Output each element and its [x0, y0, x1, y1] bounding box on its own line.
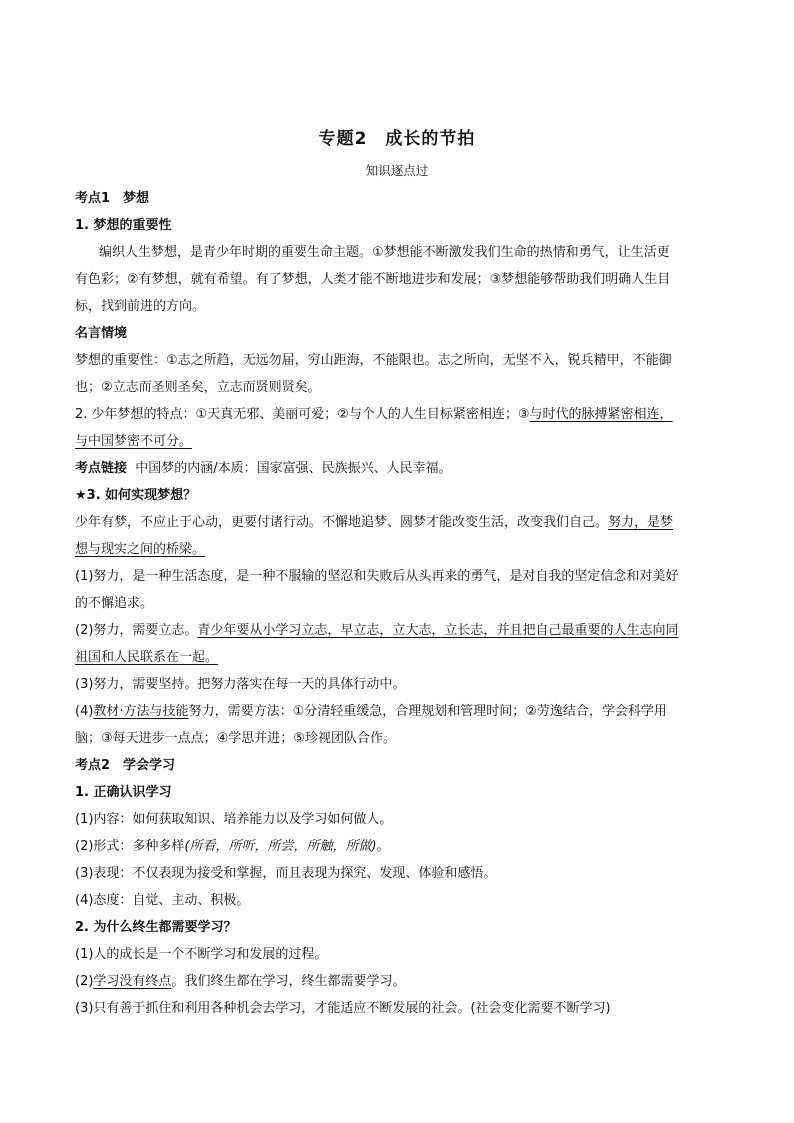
subheading-understanding: 1. 正确认识学习 [75, 785, 172, 800]
underlined-text: 想与现实之间的桥梁。 [75, 542, 206, 557]
paragraph-line [75, 617, 720, 644]
paragraph-line [75, 968, 720, 995]
paragraph-line: 有色彩；②有梦想，就有希望。有了梦想，人类才能不断地进步和发展；③梦想能够帮助我们明确人生目 [75, 272, 671, 287]
underlined-text: 祖国和人民联系在一起。 [75, 650, 219, 665]
link-label: 考点链接 [75, 461, 128, 476]
text-run: (社会变化需要不断学习) [470, 1001, 611, 1016]
paragraph-line [75, 698, 720, 725]
subheading-importance: 1. 梦想的重要性 [75, 218, 172, 233]
paragraph-line: 也；②立志而圣则圣矣，立志而贤则贤矣。 [75, 380, 321, 395]
section-heading-learning: 考点2 学会学习 [75, 758, 176, 773]
link-line [75, 455, 720, 482]
text-run: 2. 少年梦想的特点：①天真无邪、美丽可爱；②与个人的人生目标紧密相连；③ [75, 407, 530, 422]
paragraph-line: 编织人生梦想，是青少年时期的重要生命主题。①梦想能不断激发我们生命的热情和勇气，让生活更 [99, 245, 670, 260]
paragraph-line: (4)态度：自觉、主动、积极。 [75, 893, 250, 908]
text-run: 少年有梦，不应止于心动，更要付诸行动。不懈地追梦、圆梦才能改变生活，改变我们自己。 [75, 515, 609, 530]
text-run: (2)努力，需要立志。 [75, 623, 198, 638]
underlined-text: 学习没有终点 [93, 974, 172, 989]
page-subtitle: 知识逐点过 [365, 163, 429, 178]
underlined-text: 青少年要从小学习立志，早立志，立大志，立长志， [197, 623, 497, 638]
underlined-text: 努力，是梦 [608, 515, 674, 530]
paragraph-line: (1)人的成长是一个不断学习和发展的过程。 [75, 947, 328, 962]
paragraph-line: (3)努力，需要坚持。把努力落实在每一天的具体行动中。 [75, 677, 406, 692]
quote-heading: 名言情境 [75, 326, 128, 341]
paragraph-line [75, 995, 720, 1022]
paragraph-line [75, 428, 720, 455]
text-run: (所看，所听，所尝，所触，所做) [184, 839, 377, 854]
underlined-text: 教材·方法与技能 [93, 704, 189, 719]
text-run: 。 [376, 839, 390, 854]
paragraph-line [75, 833, 720, 860]
paragraph-line [75, 401, 720, 428]
underlined-text: 并且把自己最重要的人生志向同 [496, 623, 679, 638]
document-body [75, 185, 720, 1022]
paragraph-line: (1)努力，是一种生活态度，是一种不服输的坚忍和失败后从头再来的勇气，是对自我的坚定信念和对美好 [75, 569, 679, 584]
paragraph-line: 的不懈追求。 [75, 596, 154, 611]
paragraph-line: (3)表现：不仅表现为接受和掌握，而且表现为探究、发现、体验和感悟。 [75, 866, 497, 881]
paragraph-line: 标，找到前进的方向。 [75, 299, 206, 314]
section-heading-dream: 考点1 梦想 [75, 191, 150, 206]
text-run: 努力，需要方法：①分清轻重缓急，合理规划和管理时间；②劳逸结合，学会科学用 [188, 704, 667, 719]
text-run: (4) [75, 704, 94, 719]
paragraph-line [75, 536, 720, 563]
paragraph-line: 脑；③每天进步一点点；④学思并进；⑤珍视团队合作。 [75, 731, 396, 746]
text-run: (2) [75, 974, 94, 989]
text-run: (2)形式：多种多样 [75, 839, 185, 854]
subheading-how-to: ★3. 如何实现梦想？ [75, 488, 197, 503]
paragraph-line: (1)内容：如何获取知识、培养能力以及学习如何做人。 [75, 812, 393, 827]
paragraph-line: 梦想的重要性：①志之所趋，无远勿届，穷山距海，不能限也。志之所向，无坚不入，锐兵精甲，不能御 [75, 353, 672, 368]
paragraph-line [75, 509, 720, 536]
subheading-why-learn: 2. 为什么终生都需要学习？ [75, 920, 237, 935]
underlined-text: 与时代的脉搏紧密相连， [529, 407, 673, 422]
link-text: 中国梦的内涵/本质：国家富强、民族振兴、人民幸福。 [135, 461, 452, 476]
page-title: 专题2 成长的节拍 [318, 129, 476, 149]
underlined-text: 与中国梦密不可分。 [75, 434, 193, 449]
paragraph-line [75, 644, 720, 671]
text-run: (3)只有善于抓住和利用各种机会去学习，才能适应不断发展的社会。 [75, 1001, 471, 1016]
text-run: 。我们终生都在学习，终生都需要学习。 [171, 974, 406, 989]
